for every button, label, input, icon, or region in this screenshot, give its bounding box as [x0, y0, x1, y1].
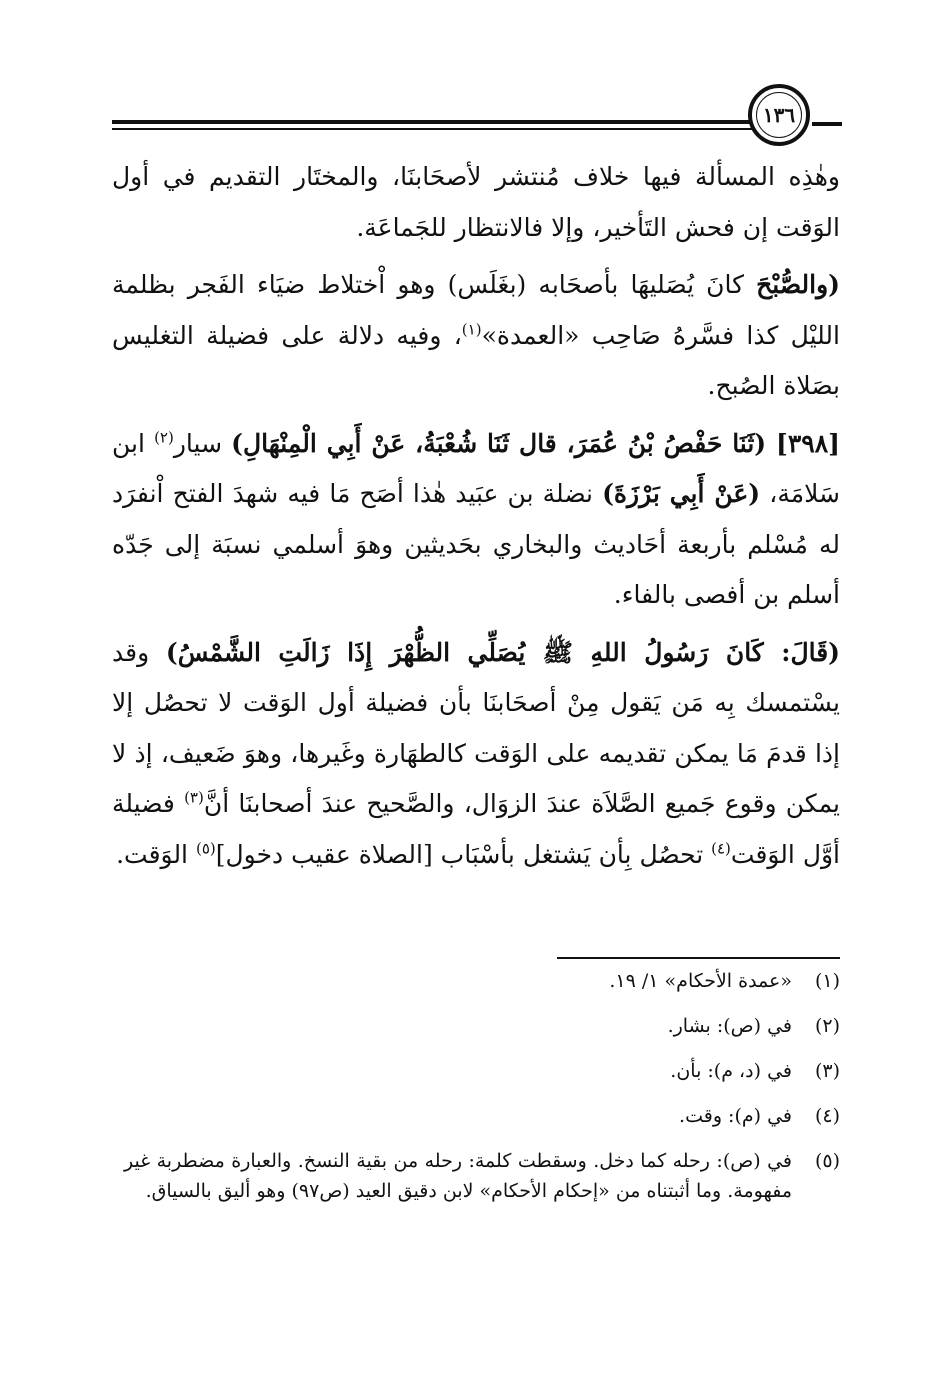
paragraph-3-text-3: نضلة بن عبَيد هٰذا أصَح مَا فيه شهدَ الفتح اْنفرَد له مُسْلم بأربعة أحَاديث والبخاري بحَديثين وهوَ أسلمي نسبَة إلى جَدّه أسلم بن أفصى بالفاء. — [112, 479, 840, 609]
footnote-ref-3[interactable]: (٣) — [184, 788, 204, 807]
footnote-2 — [124, 1011, 840, 1041]
paragraph-4-hadith: (قَالَ: كَانَ رَسُولُ اللهِ ﷺ يُصَلِّي الظُّهْرَ إِذَا زَالَتِ الشَّمْسُ) — [165, 637, 841, 667]
paragraph-2-lemma-rest: كانَ يُصَليهَا بأصحَابه (بغَلَس) — [447, 270, 757, 299]
footnote-number: (٤) — [814, 1105, 840, 1127]
paragraph-2-lemma: (والصُّبْحَ — [756, 270, 840, 299]
page-header — [112, 84, 842, 154]
paragraph-2-text-2: ، وفيه دلالة على فضيلة التغليس بصَلاة الصُبح. — [112, 320, 840, 400]
paragraph-3-isnad: [٣٩٨] (ثَنَا حَفْصُ بْنُ عُمَرَ، قال ثَنَا شُعْبَةُ، عَنْ أَبِي الْمِنْهَالِ) — [231, 428, 840, 458]
paragraph-4-text-1: وقد يسْتمسك بِه مَن يَقول مِنْ أصحَابنَا بأن فضيلة أول الوَقت لا تحصُل إلا إذا قدمَ مَا يمكن تقديمه على الوَقت كالطهَارة وغَيرها، وهوَ ضَعيف، إذ لا يمكن وقوع جَميع الصَّلاَة عندَ الزوَال، والصَّحيح عندَ أصحابنَا أنَّ — [112, 637, 840, 818]
main-text — [112, 152, 840, 887]
paragraph-3 — [112, 419, 840, 621]
footnote-text: في (د، م): بأن. — [670, 1060, 792, 1082]
paragraph-4-text-2: فضيلة أوَّل الوَقت — [112, 789, 840, 869]
page-number-badge — [748, 84, 810, 146]
footnote-3 — [124, 1056, 840, 1086]
paragraph-2-text-1: وهو اْختلاط ضيَاء الفَجر بظلمة الليْل كذا فسَّرهُ صَاحِب «العمدة» — [112, 270, 840, 350]
paragraph-3-text-1: سيار — [173, 428, 232, 458]
footnotes — [124, 966, 840, 1206]
footnote-ref-5[interactable]: (٥) — [195, 839, 216, 858]
header-rule-thick — [112, 120, 752, 124]
footnote-text: في (ص): رحله كما دخل. وسقطت كلمة: رحله من بقية النسخ. والعبارة مضطربة غير مفهومة. وما أثبتناه من «إحكام الأحكام» لابن دقيق العيد (ص٩٧) وهو أليق بالسياق. — [124, 1150, 792, 1202]
page-number: ١٣٦ — [762, 103, 796, 127]
footnote-text: في (م): وقت. — [679, 1105, 792, 1127]
footnote-separator — [557, 957, 840, 959]
footnote-ref-1[interactable]: (١) — [461, 320, 482, 339]
paragraph-2 — [112, 260, 840, 412]
footnote-number: (٢) — [814, 1015, 840, 1037]
paragraph-1 — [112, 152, 840, 253]
paragraph-3-isnad-2: (عَنْ أَبِي بَرْزَةَ) — [602, 479, 761, 508]
footnote-number: (٣) — [814, 1060, 840, 1082]
paragraph-4-text-4: الوَقت. — [116, 839, 196, 869]
footnote-4 — [124, 1101, 840, 1131]
header-rule-thin — [112, 128, 752, 130]
paragraph-1-text: وهٰذِه المسألة فيها خلاف مُنتشر لأصحَابنَا، والمختَار التقديم في أول الوَقت إن فحش التَأخير، وإلا فالانتظار للجَماعَة. — [112, 162, 840, 242]
footnote-ref-2[interactable]: (٢) — [154, 428, 174, 447]
footnote-number: (٥) — [814, 1150, 840, 1172]
footnote-text: «عمدة الأحكام» ١/ ١٩. — [609, 970, 792, 992]
footnote-ref-4[interactable]: (٤) — [711, 839, 731, 858]
paragraph-4 — [112, 628, 840, 881]
footnote-number: (١) — [814, 970, 840, 992]
paragraph-4-text-3: تحصُل بِأن يَشتغل بأسْبَاب [الصلاة عقيب دخول] — [215, 839, 712, 869]
footnote-5 — [124, 1146, 840, 1206]
header-rule-right — [812, 122, 842, 126]
footnote-text: في (ص): بشار. — [667, 1015, 792, 1037]
paragraph-3-text-2: ابن سَلامَة، — [112, 428, 840, 508]
footnote-1 — [124, 966, 840, 996]
